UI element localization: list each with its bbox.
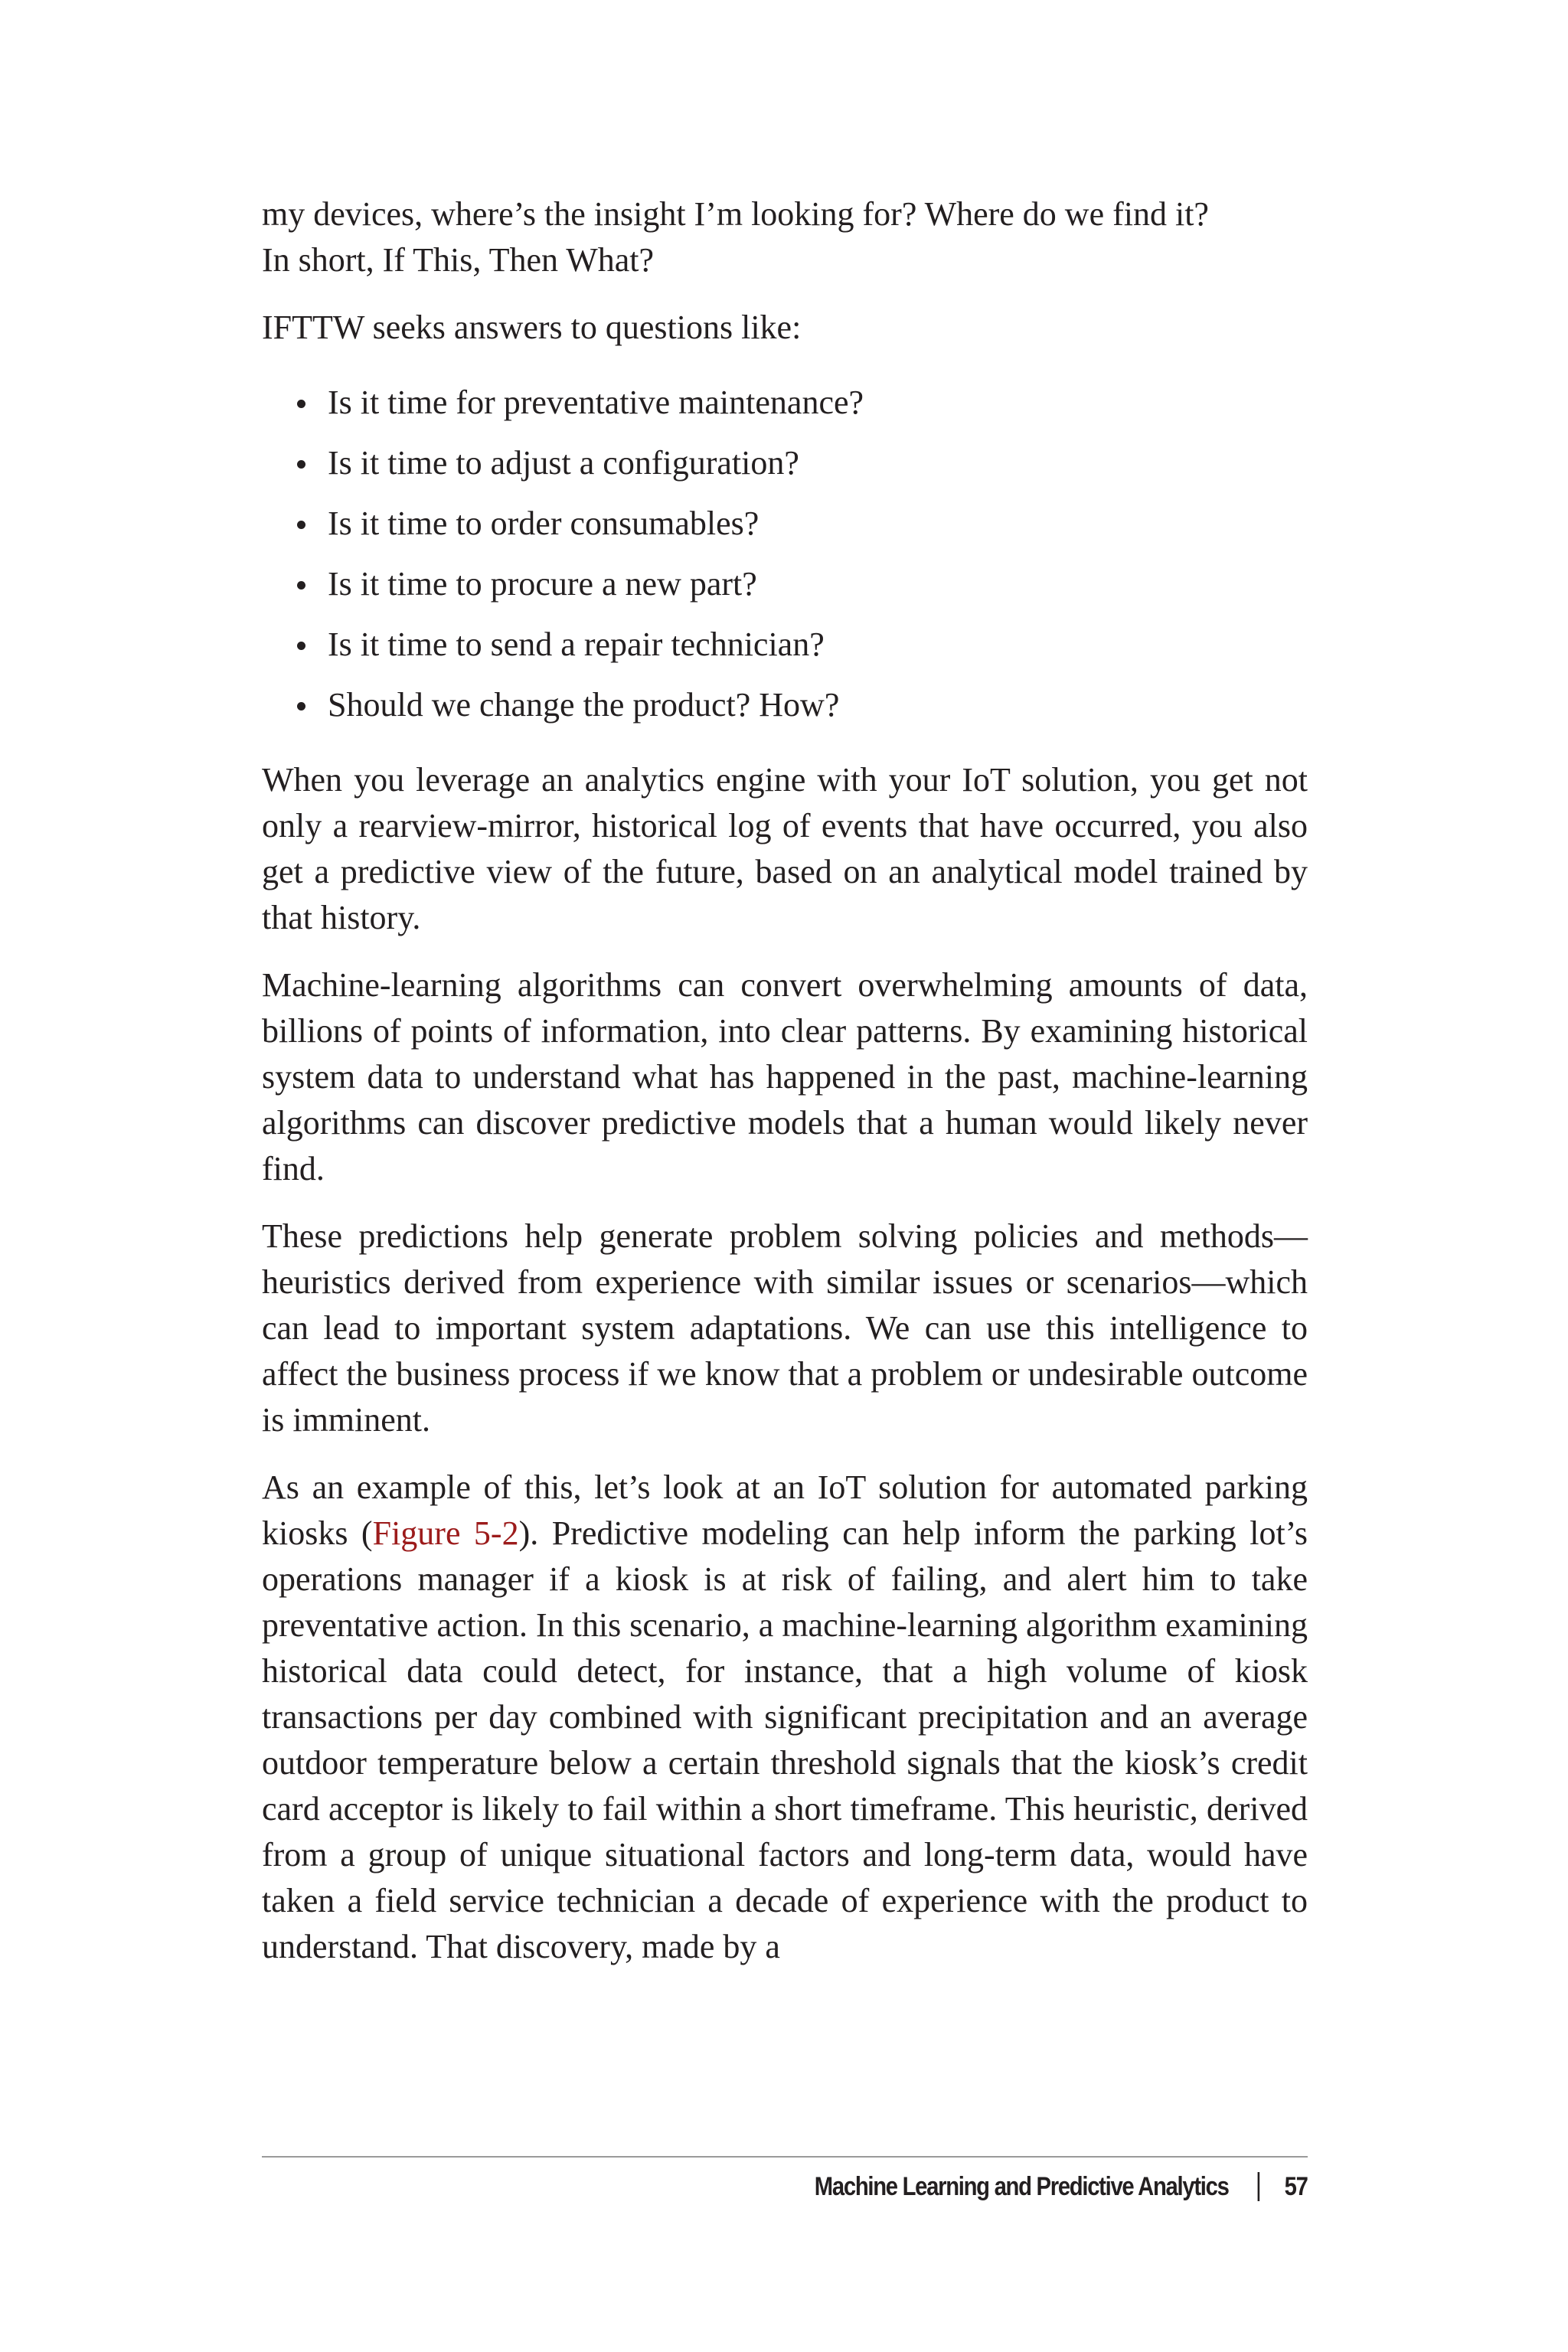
list-item-text: Is it time to send a repair technician? bbox=[328, 626, 825, 663]
list-item bbox=[262, 501, 1308, 547]
list-item bbox=[262, 622, 1308, 668]
footer-divider bbox=[262, 2156, 1308, 2158]
list-item bbox=[262, 682, 1308, 728]
footer-section-title: Machine Learning and Predictive Analytics bbox=[815, 2171, 1229, 2201]
opening-paragraph bbox=[262, 191, 1308, 283]
opening-line-2: In short, If This, Then What? bbox=[262, 241, 655, 279]
list-item bbox=[262, 561, 1308, 607]
list-item-text: Should we change the product? How? bbox=[328, 686, 840, 724]
ifttw-intro: IFTTW seeks answers to questions like: bbox=[262, 309, 802, 346]
example-text-rest: ). Predictive modeling can help inform the parking lot’s operations manager if a kiosk is at risk of failing, and alert him to take preventative action. In this scenario, a machine-learning algorithm examining historical data could detect, for instance, that a high volume of kiosk transactions per day combined with significant precipitation and an average outdoor temperature below a certain threshold signals that the kiosk’s credit card acceptor is likely to fail within a short timeframe. This heuristic, derived from a group of unique situational factors and long-term data, would have taken a field service technician a decade of experience with the product to understand. That discovery, made by a bbox=[262, 1514, 1308, 1965]
list-item-text: Is it time to order consumables? bbox=[328, 505, 760, 542]
predictions-paragraph: These predictions help generate problem solving policies and methods—heuristics derived from experience with similar issues or scenarios—which can lead to important system adaptations. We can use this intelligence to affect the business process if we know that a problem or undesirable outcome is imminent. bbox=[262, 1217, 1308, 1439]
bullet-icon bbox=[297, 702, 305, 710]
bullet-icon bbox=[297, 642, 305, 650]
bullet-icon bbox=[297, 581, 305, 590]
analytics-paragraph: When you leverage an analytics engine with your IoT solution, you get not only a rearview-mirror, historical log of events that have occurred, you also get a predictive view of the future, based on an analytical model trained by that history. bbox=[262, 761, 1308, 936]
bullet-icon bbox=[297, 521, 305, 529]
question-list bbox=[262, 380, 1308, 728]
running-footer bbox=[815, 2164, 1308, 2210]
list-item bbox=[262, 380, 1308, 426]
page-body bbox=[262, 191, 1308, 1991]
page-number: 57 bbox=[1285, 2171, 1308, 2201]
example-paragraph bbox=[262, 1465, 1308, 1970]
list-item bbox=[262, 440, 1308, 486]
machine-learning-paragraph: Machine-learning algorithms can convert overwhelming amounts of data, billions of points of information, into clear patterns. By examining historical system data to understand what has happened in the past, machine-learning algorithms can discover predictive models that a human would likely never find. bbox=[262, 966, 1308, 1187]
footer-separator bbox=[1258, 2172, 1260, 2201]
opening-line-1: my devices, where’s the insight I’m looking for? Where do we find it? bbox=[262, 195, 1209, 233]
example-text-start: As an example of this, let’s look at an IoT solution for automated parking kiosks ( bbox=[262, 1468, 1308, 1552]
figure-reference-link[interactable]: Figure 5-2 bbox=[372, 1514, 519, 1552]
bullet-icon bbox=[297, 400, 305, 408]
list-item-text: Is it time to adjust a configuration? bbox=[328, 444, 799, 482]
list-item-text: Is it time to procure a new part? bbox=[328, 565, 757, 603]
list-item-text: Is it time for preventative maintenance? bbox=[328, 384, 864, 421]
bullet-icon bbox=[297, 460, 305, 469]
